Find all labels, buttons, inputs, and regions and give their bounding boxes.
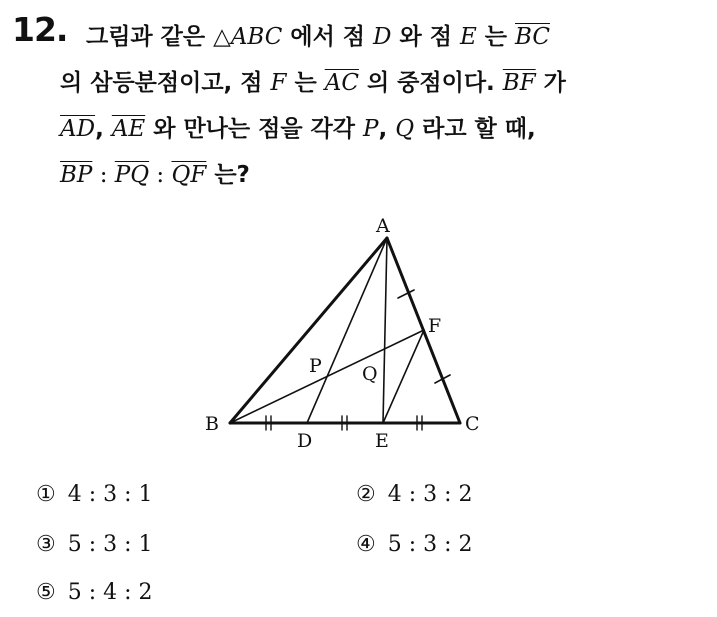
ratio-colon: :	[92, 162, 115, 188]
triangle-symbol: △	[213, 24, 231, 50]
stem-text: 와 만나는 점을 각각	[145, 116, 363, 142]
math-segment-ac: $\overline{AC}$	[324, 70, 359, 96]
segment-ef	[383, 330, 424, 423]
question-number: 12.	[12, 10, 68, 49]
math-segment-bp: $\overline{BP}$	[60, 162, 93, 188]
stem-line-1	[86, 14, 700, 60]
math-triangle-abc: ABC	[230, 24, 283, 50]
stem-text: 가	[535, 70, 566, 96]
stem-text: 의 중점이다.	[358, 70, 503, 96]
stem-text: ,	[95, 116, 112, 142]
choice-number: ④	[356, 532, 376, 557]
question-stem	[60, 14, 700, 198]
math-segment-pq: $\overline{PQ}$	[114, 162, 150, 188]
choice-text: 5 : 4 : 2	[67, 580, 153, 605]
math-point-p: P	[363, 116, 379, 142]
stem-text: 에서 점	[282, 24, 374, 50]
choice-number: ③	[36, 532, 56, 557]
label-b: B	[205, 413, 219, 435]
label-q: Q	[362, 363, 378, 385]
stem-line-4	[60, 152, 700, 198]
stem-text: 그림과 같은	[86, 24, 214, 50]
choice-3[interactable]	[36, 532, 153, 557]
choice-number: ⑤	[36, 580, 56, 605]
stem-text: ,	[378, 116, 396, 142]
math-point-d: D	[373, 24, 392, 50]
label-f: F	[428, 315, 442, 337]
math-point-q: Q	[395, 116, 415, 142]
stem-text: 는	[286, 70, 325, 96]
choice-2[interactable]	[356, 482, 473, 507]
choice-text: 5 : 3 : 1	[67, 532, 153, 557]
math-point-e: E	[459, 24, 477, 50]
choice-text: 4 : 3 : 1	[67, 482, 153, 507]
segment-ae	[383, 238, 387, 423]
triangle-figure	[195, 212, 495, 457]
label-d: D	[297, 430, 313, 452]
choice-5[interactable]	[36, 580, 153, 605]
stem-text: 는	[476, 24, 515, 50]
math-segment-ae: $\overline{AE}$	[111, 116, 146, 142]
label-a: A	[376, 215, 390, 237]
choice-1[interactable]	[36, 482, 153, 507]
choice-text: 4 : 3 : 2	[387, 482, 473, 507]
math-point-f: F	[270, 70, 287, 96]
stem-text: 의 삼등분점이고, 점	[60, 70, 271, 96]
stem-text: 와 점	[391, 24, 460, 50]
choice-number: ②	[356, 482, 376, 507]
label-p: P	[309, 355, 322, 377]
stem-text: 라고 할 때,	[414, 116, 536, 142]
choice-4[interactable]	[356, 532, 473, 557]
segment-ad	[307, 238, 387, 423]
segment-bf	[230, 330, 424, 423]
choice-text: 5 : 3 : 2	[387, 532, 473, 557]
choice-number: ①	[36, 482, 56, 507]
math-segment-bf: $\overline{BF}$	[502, 70, 536, 96]
math-segment-bc: $\overline{BC}$	[515, 24, 550, 50]
label-e: E	[375, 430, 389, 452]
math-segment-ad: $\overline{AD}$	[60, 116, 96, 142]
stem-line-3	[60, 106, 700, 152]
side-ab	[230, 238, 387, 423]
label-c: C	[465, 413, 480, 435]
stem-line-2	[60, 60, 700, 106]
stem-text: 는?	[206, 162, 250, 188]
ratio-colon: :	[149, 162, 172, 188]
math-segment-qf: $\overline{QF}$	[171, 162, 207, 188]
